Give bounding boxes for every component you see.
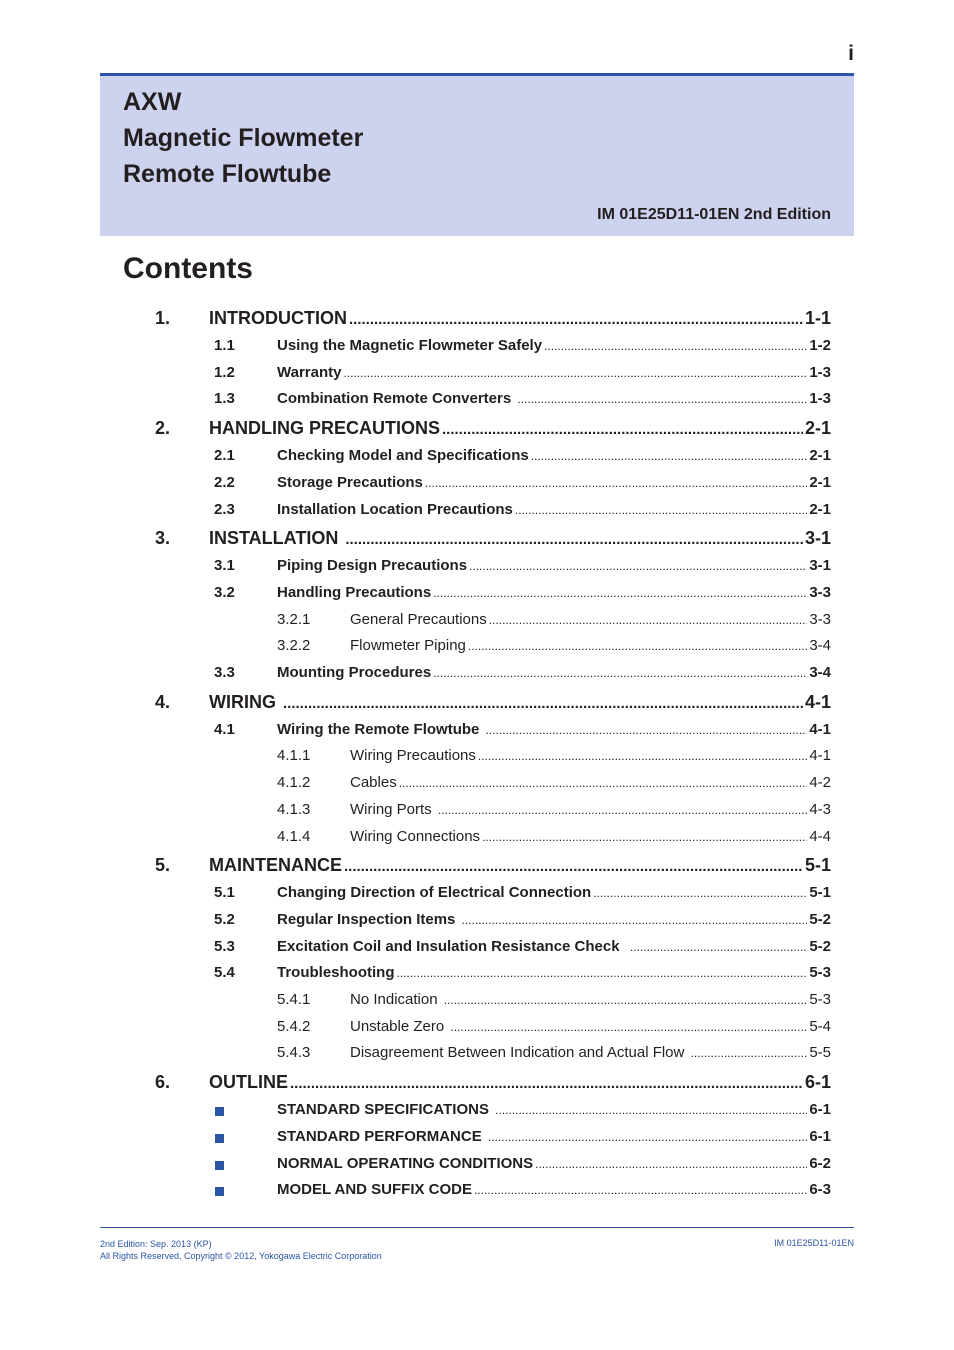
toc-page-number: 3-1 xyxy=(804,528,831,548)
toc-dot-leader xyxy=(488,1130,807,1144)
toc-page-number: 3-3 xyxy=(809,611,831,628)
toc-section-number: 2.2 xyxy=(214,474,235,491)
toc-dot-leader xyxy=(593,886,807,900)
page-number: i xyxy=(848,42,854,65)
toc-entry xyxy=(209,855,831,876)
toc-section-title: OUTLINE xyxy=(209,1072,288,1092)
toc-entry xyxy=(350,828,831,845)
toc-section-number: 3.2.2 xyxy=(277,637,311,654)
toc-dot-leader xyxy=(474,1183,807,1197)
toc-entry xyxy=(277,911,831,928)
document-edition: IM 01E25D11-01EN 2nd Edition xyxy=(597,206,831,223)
toc-page-number: 2-1 xyxy=(804,418,831,438)
product-subtitle: Remote Flowtube xyxy=(123,160,332,188)
toc-dot-leader xyxy=(290,1075,803,1092)
footer-divider xyxy=(100,1227,854,1228)
title-box xyxy=(100,73,854,236)
toc-entry xyxy=(350,774,831,791)
toc-section-title: STANDARD PERFORMANCE xyxy=(277,1128,486,1145)
toc-dot-leader xyxy=(399,776,808,790)
toc-section-title: Excitation Coil and Insulation Resistance Check xyxy=(277,938,628,955)
toc-dot-leader xyxy=(489,613,808,627)
toc-section-title: Troubleshooting xyxy=(277,964,395,981)
toc-section-title: Mounting Procedures xyxy=(277,664,432,681)
toc-dot-leader xyxy=(450,1020,807,1034)
toc-section-number: 3.2 xyxy=(214,584,235,601)
toc-dot-leader xyxy=(469,559,807,573)
toc-section-title: Wiring Connections xyxy=(350,828,481,845)
toc-dot-leader xyxy=(438,803,807,817)
toc-dot-leader xyxy=(535,1157,807,1171)
toc-section-number: 1.3 xyxy=(214,390,235,407)
toc-entry xyxy=(209,692,831,713)
toc-section-title: Handling Precautions xyxy=(277,584,432,601)
toc-dot-leader xyxy=(462,913,808,927)
toc-entry xyxy=(277,1101,831,1118)
toc-page-number: 4-3 xyxy=(809,801,831,818)
toc-entry xyxy=(277,964,831,981)
toc-section-title: Combination Remote Converters xyxy=(277,390,516,407)
toc-dot-leader xyxy=(345,531,803,548)
toc-entry xyxy=(277,884,831,901)
toc-section-title: MAINTENANCE xyxy=(209,855,342,875)
toc-dot-leader xyxy=(630,940,807,954)
toc-page-number: 6-1 xyxy=(809,1101,831,1118)
toc-section-title: STANDARD SPECIFICATIONS xyxy=(277,1101,494,1118)
toc-page-number: 3-3 xyxy=(809,584,831,601)
toc-section-number: 4.1.2 xyxy=(277,774,311,791)
toc-section-title: INSTALLATION xyxy=(209,528,344,548)
toc-dot-leader xyxy=(425,476,807,490)
toc-dot-leader xyxy=(691,1046,808,1060)
toc-section-title: General Precautions xyxy=(350,611,487,628)
toc-page-number: 1-1 xyxy=(804,308,831,328)
product-code: AXW xyxy=(123,88,182,116)
toc-entry xyxy=(277,1128,831,1145)
toc-page-number: 6-1 xyxy=(809,1128,831,1145)
toc-section-number: 4.1.3 xyxy=(277,801,311,818)
toc-section-number: 5.4.1 xyxy=(277,991,311,1008)
toc-page-number: 5-4 xyxy=(809,1018,831,1035)
toc-entry xyxy=(277,584,831,601)
toc-section-title: INTRODUCTION xyxy=(209,308,347,328)
toc-section-number: 4.1.1 xyxy=(277,747,311,764)
toc-page-number: 3-1 xyxy=(809,557,831,574)
toc-dot-leader xyxy=(283,695,803,712)
toc-section-number: 5. xyxy=(155,855,171,875)
toc-section-title: Regular Inspection Items xyxy=(277,911,460,928)
toc-entry xyxy=(277,474,831,491)
toc-section-title: No Indication xyxy=(350,991,442,1008)
toc-dot-leader xyxy=(344,858,803,875)
toc-section-title: Wiring the Remote Flowtube xyxy=(277,721,484,738)
toc-dot-leader xyxy=(544,339,807,353)
toc-dot-leader xyxy=(433,666,807,680)
toc-dot-leader xyxy=(349,311,803,328)
toc-section-title: Cables xyxy=(350,774,397,791)
toc-page-number: 5-1 xyxy=(804,855,831,875)
toc-page-number: 4-4 xyxy=(809,828,831,845)
toc-entry xyxy=(350,1044,831,1061)
toc-dot-leader xyxy=(495,1103,807,1117)
toc-entry xyxy=(277,390,831,407)
toc-section-number: 3.1 xyxy=(214,557,235,574)
footer-left xyxy=(100,1238,382,1262)
toc-section-title: Changing Direction of Electrical Connection xyxy=(277,884,592,901)
toc-section-title: HANDLING PRECAUTIONS xyxy=(209,418,441,438)
toc-section-number: 5.2 xyxy=(214,911,235,928)
product-name: Magnetic Flowmeter xyxy=(123,124,364,152)
toc-dot-leader xyxy=(444,993,808,1007)
toc-section-number: 4.1.4 xyxy=(277,828,311,845)
toc-page-number: 5-2 xyxy=(809,938,831,955)
toc-section-title: Wiring Precautions xyxy=(350,747,476,764)
toc-section-title: WIRING xyxy=(209,692,281,712)
toc-page-number: 1-3 xyxy=(809,390,831,407)
toc-entry xyxy=(350,611,831,628)
toc-section-title: Checking Model and Specifications xyxy=(277,447,529,464)
toc-page-number: 2-1 xyxy=(809,474,831,491)
toc-page-number: 4-1 xyxy=(804,692,831,712)
toc-dot-leader xyxy=(478,749,807,763)
toc-section-number: 1. xyxy=(155,308,171,328)
toc-page-number: 5-5 xyxy=(809,1044,831,1061)
toc-entry xyxy=(209,308,831,329)
toc-entry xyxy=(350,801,831,818)
toc-dot-leader xyxy=(468,639,807,653)
toc-entry xyxy=(277,721,831,738)
toc-page-number: 3-4 xyxy=(809,664,831,681)
toc-entry xyxy=(350,637,831,654)
toc-section-title: Unstable Zero xyxy=(350,1018,449,1035)
toc-page-number: 2-1 xyxy=(809,447,831,464)
toc-section-title: Storage Precautions xyxy=(277,474,423,491)
toc-section-number: 2.3 xyxy=(214,501,235,518)
toc-section-title: Warranty xyxy=(277,364,342,381)
toc-entry xyxy=(277,557,831,574)
footer-copyright: All Rights Reserved, Copyright © 2012, Yokogawa Electric Corporation xyxy=(100,1251,382,1261)
square-bullet-icon xyxy=(215,1107,224,1116)
toc-page-number: 5-2 xyxy=(809,911,831,928)
toc-entry xyxy=(277,501,831,518)
toc-page-number: 3-4 xyxy=(809,637,831,654)
toc-section-title: MODEL AND SUFFIX CODE xyxy=(277,1181,473,1198)
toc-page-number: 4-1 xyxy=(809,747,831,764)
toc-section-number: 3.2.1 xyxy=(277,611,311,628)
footer-doc-id: IM 01E25D11-01EN xyxy=(774,1238,854,1248)
toc-dot-leader xyxy=(531,449,808,463)
square-bullet-icon xyxy=(215,1161,224,1170)
toc-page-number: 1-3 xyxy=(809,364,831,381)
toc-entry xyxy=(209,1072,831,1093)
toc-entry xyxy=(350,1018,831,1035)
toc-page-number: 5-3 xyxy=(809,964,831,981)
toc-section-number: 4. xyxy=(155,692,171,712)
footer-edition-date: 2nd Edition: Sep. 2013 (KP) xyxy=(100,1239,212,1249)
toc-section-title: Using the Magnetic Flowmeter Safely xyxy=(277,337,543,354)
toc-entry xyxy=(277,364,831,381)
toc-dot-leader xyxy=(482,830,807,844)
toc-section-number: 5.3 xyxy=(214,938,235,955)
toc-entry xyxy=(277,1181,831,1198)
toc-section-title: Installation Location Precautions xyxy=(277,501,513,518)
contents-heading: Contents xyxy=(123,252,253,285)
toc-section-number: 3. xyxy=(155,528,171,548)
toc-dot-leader xyxy=(343,366,807,380)
toc-section-title: Piping Design Precautions xyxy=(277,557,468,574)
toc-page-number: 6-1 xyxy=(804,1072,831,1092)
toc-section-number: 5.4.2 xyxy=(277,1018,311,1035)
toc-dot-leader xyxy=(515,503,807,517)
toc-section-title: Wiring Ports xyxy=(350,801,436,818)
toc-section-number: 1.2 xyxy=(214,364,235,381)
toc-page-number: 4-2 xyxy=(809,774,831,791)
toc-entry xyxy=(350,747,831,764)
toc-section-number: 5.1 xyxy=(214,884,235,901)
toc-page-number: 6-2 xyxy=(809,1155,831,1172)
toc-section-number: 5.4 xyxy=(214,964,235,981)
toc-dot-leader xyxy=(517,392,807,406)
toc-entry xyxy=(277,664,831,681)
toc-section-number: 3.3 xyxy=(214,664,235,681)
toc-dot-leader xyxy=(433,586,807,600)
toc-section-title: NORMAL OPERATING CONDITIONS xyxy=(277,1155,534,1172)
toc-section-title: Disagreement Between Indication and Actual Flow xyxy=(350,1044,689,1061)
toc-section-number: 2.1 xyxy=(214,447,235,464)
toc-section-title: Flowmeter Piping xyxy=(350,637,466,654)
toc-page-number: 5-3 xyxy=(809,991,831,1008)
toc-entry xyxy=(277,1155,831,1172)
toc-page-number: 1-2 xyxy=(809,337,831,354)
toc-entry xyxy=(277,337,831,354)
toc-section-number: 6. xyxy=(155,1072,171,1092)
toc-page-number: 4-1 xyxy=(809,721,831,738)
toc-entry xyxy=(350,991,831,1008)
toc-entry xyxy=(277,447,831,464)
toc-section-number: 5.4.3 xyxy=(277,1044,311,1061)
toc-dot-leader xyxy=(397,966,808,980)
toc-section-number: 2. xyxy=(155,418,171,438)
toc-entry xyxy=(209,418,831,439)
toc-page-number: 6-3 xyxy=(809,1181,831,1198)
toc-page-number: 5-1 xyxy=(809,884,831,901)
toc-entry xyxy=(209,528,831,549)
toc-section-number: 1.1 xyxy=(214,337,235,354)
toc-entry xyxy=(277,938,831,955)
toc-dot-leader xyxy=(442,421,803,438)
toc-dot-leader xyxy=(486,723,808,737)
toc-section-number: 4.1 xyxy=(214,721,235,738)
square-bullet-icon xyxy=(215,1187,224,1196)
square-bullet-icon xyxy=(215,1134,224,1143)
toc-page-number: 2-1 xyxy=(809,501,831,518)
